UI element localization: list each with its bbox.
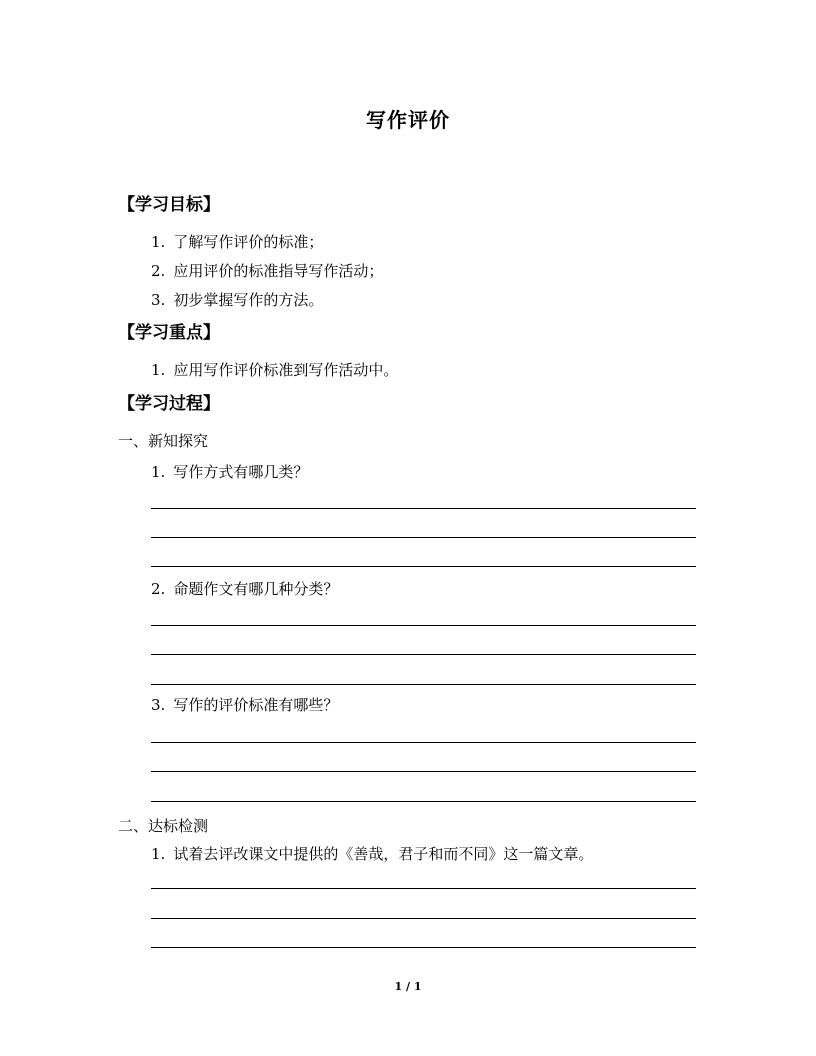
answer-line[interactable] [151, 742, 696, 743]
goal-item-2-number: 2. [151, 262, 166, 280]
assessment-question-1 [151, 843, 593, 864]
page-title: 写作评价 [366, 108, 450, 132]
focus-item-1-number: 1. [151, 361, 166, 379]
question-3 [151, 694, 338, 715]
assessment-question-1-text: 试着去评改课文中提供的《善哉，君子和而不同》这一篇文章。 [173, 845, 594, 863]
goal-item-1 [151, 231, 323, 252]
answer-line[interactable] [151, 566, 696, 567]
question-1-text: 写作方式有哪几类？ [173, 463, 309, 481]
question-2-number: 2. [151, 580, 166, 598]
answer-line[interactable] [151, 654, 696, 655]
goal-item-1-text: 了解写作评价的标准； [173, 233, 324, 251]
goal-item-3 [151, 289, 323, 310]
focus-item-1 [151, 359, 398, 380]
question-2 [151, 578, 338, 599]
sub-heading-assessment: 二、达标检测 [118, 817, 209, 835]
sub-heading-new-knowledge: 一、新知探究 [118, 432, 209, 450]
goal-item-2-text: 应用评价的标准指导写作活动； [173, 262, 384, 280]
answer-line[interactable] [151, 801, 696, 802]
goal-item-2 [151, 260, 383, 281]
answer-line[interactable] [151, 918, 696, 919]
question-1 [151, 461, 308, 482]
goal-item-3-number: 3. [151, 291, 166, 309]
page-number: 1 / 1 [394, 980, 422, 993]
section-heading-focus: 【学习重点】 [118, 323, 220, 343]
goal-item-1-number: 1. [151, 233, 166, 251]
answer-line[interactable] [151, 771, 696, 772]
question-3-text: 写作的评价标准有哪些？ [173, 696, 339, 714]
answer-line[interactable] [151, 625, 696, 626]
answer-line[interactable] [151, 684, 696, 685]
question-3-number: 3. [151, 696, 166, 714]
answer-line[interactable] [151, 508, 696, 509]
assessment-question-1-number: 1. [151, 845, 166, 863]
focus-item-1-text: 应用写作评价标准到写作活动中。 [173, 361, 399, 379]
question-2-text: 命题作文有哪几种分类？ [173, 580, 339, 598]
answer-line[interactable] [151, 947, 696, 948]
question-1-number: 1. [151, 463, 166, 481]
answer-line[interactable] [151, 537, 696, 538]
section-heading-goals: 【学习目标】 [118, 195, 220, 215]
answer-line[interactable] [151, 888, 696, 889]
section-heading-process: 【学习过程】 [118, 394, 220, 414]
goal-item-3-text: 初步掌握写作的方法。 [173, 291, 324, 309]
